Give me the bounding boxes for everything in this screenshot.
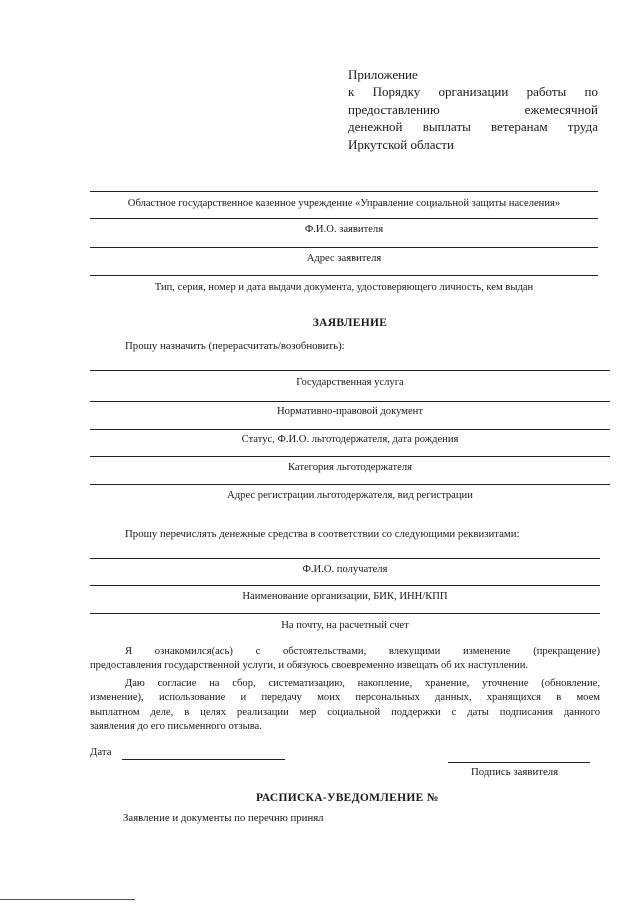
method-caption: На почту, на расчетный счет xyxy=(281,620,409,631)
signature-field-line[interactable] xyxy=(448,762,590,763)
date-field-line[interactable] xyxy=(122,759,285,760)
acknowledgement-line: Я ознакомился(ась) с обстоятельствами, влекущими изменение (прекращение) xyxy=(125,646,600,657)
receipt-text: Заявление и документы по перечню принял xyxy=(123,812,324,824)
receipt-title: РАСПИСКА-УВЕДОМЛЕНИЕ № xyxy=(256,792,439,804)
footnote-divider xyxy=(0,899,135,900)
agency-caption: Областное государственное казенное учреждение «Управление социальной защиты населения» xyxy=(127,198,561,209)
signature-caption: Подпись заявителя xyxy=(471,766,559,778)
organization-caption: Наименование организации, БИК, ИНН/КПП xyxy=(242,591,448,602)
recipient-caption: Ф.И.О. получателя xyxy=(302,564,388,575)
organization-field-line[interactable] xyxy=(90,585,600,586)
registration-field-line[interactable] xyxy=(90,484,610,485)
id-document-field-line[interactable] xyxy=(90,275,598,276)
appendix-line: Приложение xyxy=(348,67,418,82)
category-caption: Категория льготодержателя xyxy=(287,462,412,473)
appendix-note xyxy=(348,66,598,153)
service-caption: Государственная услуга xyxy=(296,377,404,388)
registration-caption: Адрес регистрации льготодержателя, вид регистрации xyxy=(227,490,473,501)
category-field-line[interactable] xyxy=(90,456,610,457)
legal-doc-caption: Нормативно-правовой документ xyxy=(277,406,423,417)
method-field-line[interactable] xyxy=(90,613,600,614)
applicant-address-field-line[interactable] xyxy=(90,247,598,248)
id-document-caption: Тип, серия, номер и дата выдачи документа, удостоверяющего личность, кем выдан xyxy=(154,282,534,293)
consent-paragraph xyxy=(90,677,600,734)
transfer-intro: Прошу перечислять денежные средства в соответствии со следующими реквизитами: xyxy=(125,528,520,540)
status-field-line[interactable] xyxy=(90,429,610,430)
acknowledgement-paragraph xyxy=(90,645,600,674)
request-intro: Прошу назначить (перерасчитать/возобновить): xyxy=(125,340,345,352)
applicant-name-field-line[interactable] xyxy=(90,218,598,219)
status-caption: Статус, Ф.И.О. льготодержателя, дата рождения xyxy=(241,434,459,445)
applicant-name-caption: Ф.И.О. заявителя xyxy=(304,224,384,235)
applicant-address-caption: Адрес заявителя xyxy=(306,253,382,264)
document-title: ЗАЯВЛЕНИЕ xyxy=(312,317,388,329)
agency-field-line[interactable] xyxy=(90,191,598,192)
acknowledgement-line: предоставления государственной услуги, и обязуюсь своевременно извещать об их наступлении. xyxy=(90,660,529,672)
consent-line: выплатном деле, в целях реализации мер социальной поддержки с даты подписания данного xyxy=(90,706,600,718)
date-label: Дата xyxy=(90,746,112,758)
appendix-line: предоставлению ежемесячной xyxy=(348,101,598,117)
recipient-field-line[interactable] xyxy=(90,558,600,559)
consent-line: изменение), использование и передачу моих персональных данных, хранящихся в моем xyxy=(90,692,600,704)
service-field-line[interactable] xyxy=(90,370,610,371)
appendix-line: Иркутской области xyxy=(348,136,454,152)
consent-line: Даю согласие на сбор, систематизацию, накопление, хранение, уточнение (обновление, xyxy=(125,678,600,689)
legal-doc-field-line[interactable] xyxy=(90,401,610,402)
appendix-line: к Порядку организации работы по xyxy=(348,84,598,100)
appendix-line: денежной выплаты ветеранам труда xyxy=(348,119,598,135)
consent-line: заявления до его письменного отзыва. xyxy=(90,720,262,732)
